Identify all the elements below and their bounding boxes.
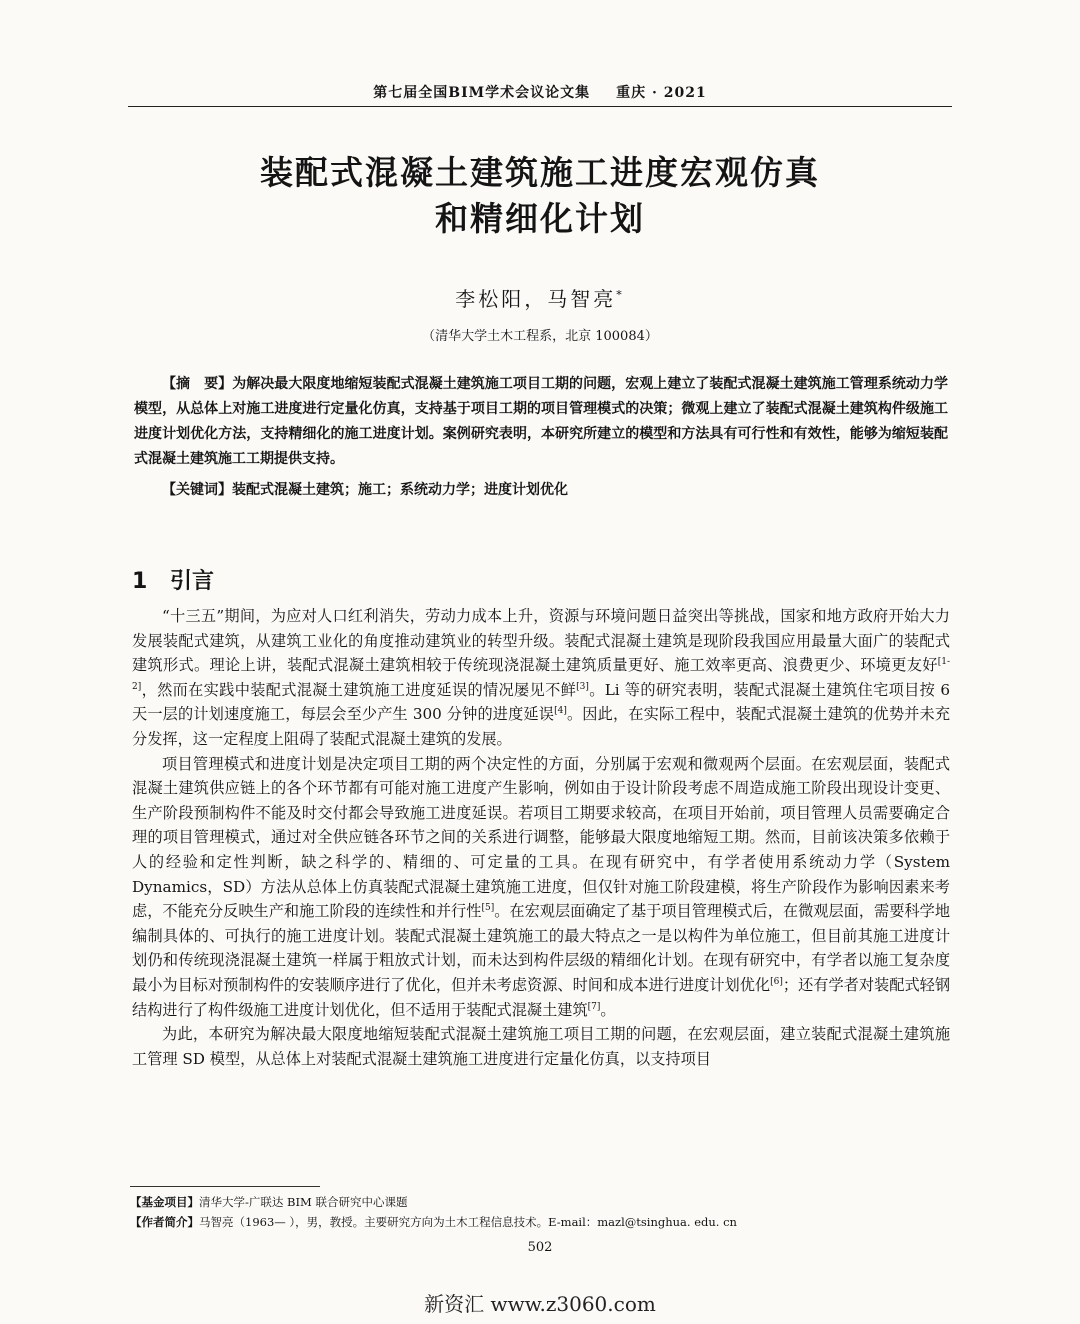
text-run: 。因此，在实际工程中，装配式混凝土建筑的优势并未充分发挥，这一定程度上阻碍了装配式混凝土建筑的发展。	[132, 705, 951, 748]
section-number: 1	[132, 569, 148, 594]
keywords-text: 装配式混凝土建筑；施工；系统动力学；进度计划优化	[232, 482, 568, 498]
footnotes	[130, 1192, 950, 1232]
page-number: 502	[527, 1240, 553, 1255]
abstract-text: 为解决最大限度地缩短装配式混凝土建筑施工项目工期的问题，宏观上建立了装配式混凝土建筑施工管理系统动力学模型，从总体上对施工进度进行定量化仿真，支持基于项目工期的项目管理模式的决策；微观上建立了装配式混凝土建筑构件级施工进度计划优化方法，支持精细化的施工进度计划。案例研究表明，本研究所建立的模型和方法具有可行性和有效性，能够为缩短装配式混凝土建筑施工工期提供支持。	[134, 376, 949, 467]
title-line-1: 装配式混凝土建筑施工进度宏观仿真	[260, 153, 820, 192]
citation: [6]	[770, 976, 783, 987]
authors	[0, 283, 1080, 312]
author-label: 【作者简介】	[130, 1215, 199, 1229]
text-run: 项目管理模式和进度计划是决定项目工期的两个决定性的方面，分别属于宏观和微观两个层面。在宏观层面，装配式混凝土建筑供应链上的各个环节都有可能对施工进度产生影响，例如由于设计阶段考虑不周造成施工阶段出现设计变更、生产阶段预制构件不能及时交付都会导致施工进度延误。若项目工期要求较高，在项目开始前，项目管理人员需要确定合理的项目管理模式，通过对全供应链各环节之间的关系进行调整，能够最大限度地缩短工期。然而，目前该决策多依赖于人的经验和定性判断，缺之科学的、精细的、可定量的工具。在现有研究中，有学者使用系统动力学（System Dynamics，SD）方法从总体上仿真装配式混凝土建筑施工进度，但仅针对施工阶段建模，将生产阶段作为影响因素来考虑，不能充分反映生产和施工阶段的连续性和并行性	[132, 754, 950, 921]
title-line-2: 和精细化计划	[435, 199, 645, 238]
affiliation: （清华大学土木工程系，北京 100084）	[422, 329, 658, 344]
text-run: 。	[600, 1000, 616, 1019]
body-text	[132, 604, 950, 1071]
paragraph: 为此，本研究为解决最大限度地缩短装配式混凝土建筑施工项目工期的问题，在宏观层面，建立装配式混凝土建筑施工管理 SD 模型，从总体上对装配式混凝土建筑施工进度进行定量化仿真，以支持项目	[132, 1025, 950, 1068]
running-head	[0, 82, 1080, 102]
author-note	[130, 1212, 950, 1232]
author-text: 马智亮（1963— ），男，教授。主要研究方向为土木工程信息技术。E-mail：mazl@tsinghua. edu. cn	[199, 1215, 737, 1229]
text-run: 。在宏观层面确定了基于项目管理模式后，在微观层面，需要科学地编制具体的、可执行的施工进度计划。装配式混凝土建筑施工的最大特点之一是以构件为单位施工，但目前其施工进度计划仍和传统现浇混凝土建筑一样属于粗放式计划，而未达到构件层级的精细化计划。在现有研究中，有学者以施工复杂度最小为目标对预制构件的安装顺序进行了优化，但并未考虑资源、时间和成本进行进度计划优化	[132, 902, 951, 994]
text-run: ；还有学者对装配式轻钢结构进行了构件级施工进度计划优化，但不适用于装配式混凝土建筑	[132, 975, 951, 1019]
header-rule	[128, 106, 952, 107]
citation: [3]	[576, 681, 589, 692]
section-heading	[132, 564, 214, 595]
fund-label: 【基金项目】	[130, 1195, 199, 1209]
text-run: 。Li 等的研究表明，装配式混凝土建筑住宅项目按 6 天一层的计划速度施工，每层会至少产生 300 分钟的进度延误	[132, 680, 951, 724]
citation: [1-2]	[132, 657, 950, 692]
fund-note	[130, 1192, 950, 1212]
abstract-label: 【摘 要】	[162, 376, 233, 392]
abstract	[134, 372, 948, 503]
author-names: 李松阳，马智亮	[455, 287, 617, 311]
corresponding-mark: *	[616, 288, 625, 302]
section-title: 引言	[170, 569, 215, 594]
paragraph	[132, 604, 950, 752]
proceedings-title: 第七届全国BIM学术会议论文集	[373, 85, 591, 101]
citation: [4]	[554, 706, 567, 717]
keywords-label: 【关键词】	[162, 482, 232, 498]
footnote-rule	[130, 1186, 320, 1187]
fund-text: 清华大学-广联达 BIM 联合研究中心课题	[199, 1195, 408, 1209]
text-run: “十三五”期间，为应对人口红利消失，劳动力成本上升，资源与环境问题日益突出等挑战，国家和地方政府开始大力发展装配式建筑，从建筑工业化的角度推动建筑业的转型升级。装配式混凝土建筑是现阶段我国应用最量大面广的装配式建筑形式。理论上讲，装配式混凝土建筑相较于传统现浇混凝土建筑质量更好、施工效率更高、浪费更少、环境更友好	[132, 607, 950, 675]
venue-year: 重庆 · 2021	[616, 85, 707, 101]
citation: [5]	[481, 903, 495, 914]
watermark: 新资汇 www.z3060.com	[424, 1292, 656, 1316]
paper-title	[0, 150, 1080, 242]
paragraph	[132, 752, 950, 1023]
text-run: ，然而在实践中装配式混凝土建筑施工进度延误的情况屡见不鲜	[141, 680, 577, 699]
citation: [7]	[587, 1001, 601, 1012]
